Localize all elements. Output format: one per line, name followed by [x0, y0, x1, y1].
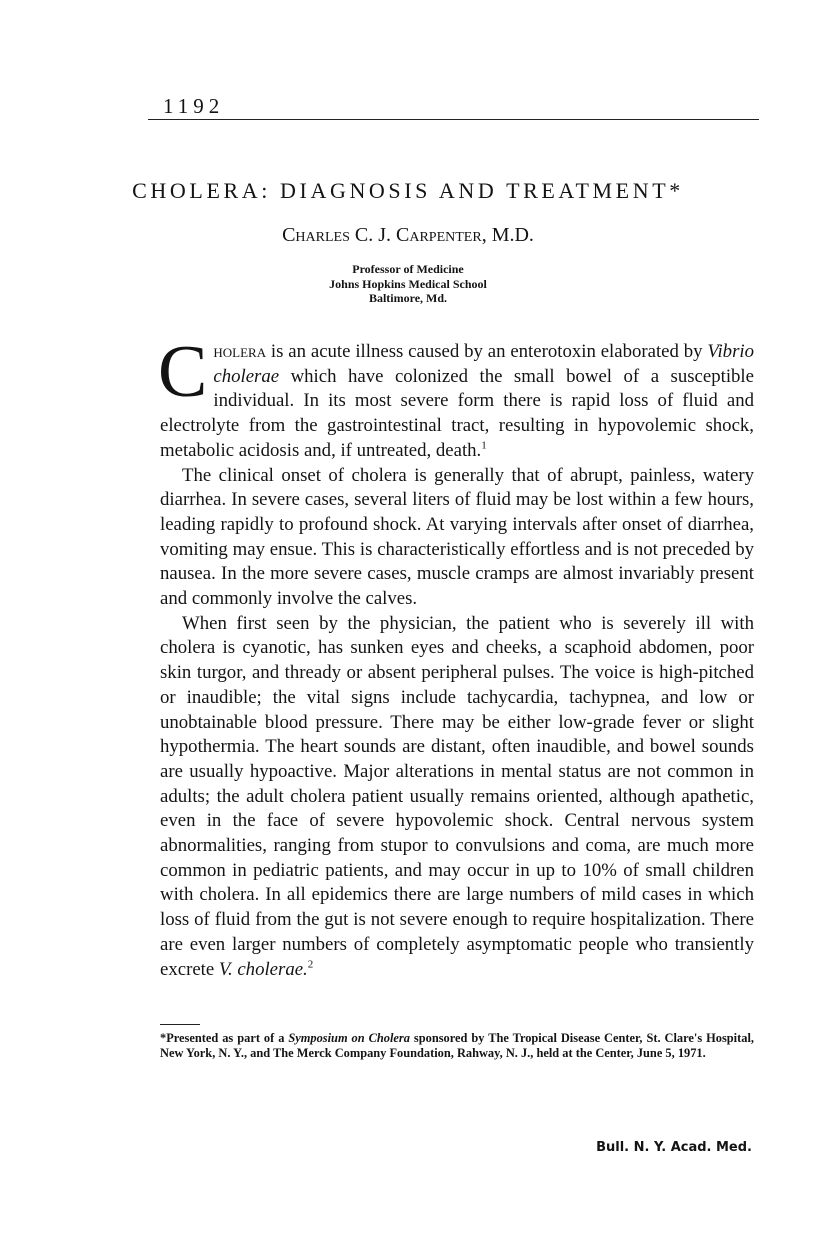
paragraph-1 — [158, 331, 754, 464]
lead-smallcaps: holera — [213, 341, 267, 362]
footnote-text-b: sponsored by The Tropical Disease Center, St. Clare's Hospital, New York, N. Y., and The Merck Company Foundation, Rahway, N. J., held at the Center, June 5, 1971. — [160, 1031, 754, 1060]
reference-2: 2 — [307, 958, 314, 971]
author-line — [0, 224, 816, 247]
paragraph-1-text-b: which have colonized the small bowel of a susceptible individual. In its most severe form there is rapid loss of fluid and electrolyte from the gastrointestinal tract, resulting in hypovolemic shock, metabolic acidosis and, if untreated, death. — [160, 365, 754, 461]
affiliation-institution: Johns Hopkins Medical School — [329, 276, 487, 291]
header-rule — [148, 119, 759, 120]
paragraph-2: The clinical onset of cholera is generally that of abrupt, painless, watery diarrhea. In severe cases, several liters of fluid may be lost within a few hours, leading rapidly to profound shock. At varying intervals after onset of diarrhea, vomiting may ensue. This is characteristically effortless and is not preceded by nausea. In the more severe cases, muscle cramps are almost invariably present and commonly involve the calves. — [160, 464, 754, 610]
organism-abbrev: V. cholerae. — [218, 958, 308, 980]
affiliation-title: Professor of Medicine — [352, 262, 464, 276]
footnote-rule — [160, 1024, 200, 1025]
paragraph-3 — [160, 612, 754, 983]
page-number: 1192 — [163, 94, 225, 118]
footnote-text-a: *Presented as part of a — [160, 1031, 289, 1045]
reference-1: 1 — [481, 439, 487, 452]
author-last-name: Carpenter — [396, 224, 482, 246]
organism-name: Vibrio cholerae — [213, 341, 754, 387]
article-body — [158, 331, 754, 982]
drop-cap: C — [158, 331, 208, 413]
paragraph-3-text: When first seen by the physician, the patient who is severely ill with cholera is cyanotic, has sunken eyes and cheeks, a scaphoid abdomen, poor skin turgor, and thready or absent peripheral pulses. The voice is high-pitched or inaudible; the vital signs include tachycardia, tachypnea, and low or unobtainable blood pressure. There may be either low-grade fever or slight hypothermia. The heart sounds are distant, often inaudible, and bowel sounds are usually hypoactive. Major alterations in mental status are not common in adults; the adult cholera patient usually remains oriented, although apathetic, even in the face of severe hypovolemic shock. Central nervous system abnormalities, ranging from stupor to convulsions and coma, are much more common in pediatric patients, and may occur in up to 10% of small children with cholera. In all epidemics there are large numbers of mild cases in which loss of fluid from the gut is not severe enough to require hospitalization. There are even larger numbers of completely asymptomatic people who transiently excrete — [160, 612, 754, 980]
author-first-name: Charles C. J. — [282, 224, 396, 246]
journal-citation: Bull. N. Y. Acad. Med. — [596, 1140, 752, 1155]
footnote-symposium: Symposium on Cholera — [288, 1031, 410, 1045]
author-suffix: , M.D. — [481, 224, 534, 246]
affiliation — [0, 262, 816, 306]
footnote — [160, 1031, 754, 1061]
paragraph-1-text-a: is an acute illness caused by an enterotoxin elaborated by — [266, 341, 708, 362]
affiliation-city: Baltimore, Md. — [368, 291, 448, 305]
article-title: CHOLERA: DIAGNOSIS AND TREATMENT* — [132, 178, 684, 203]
